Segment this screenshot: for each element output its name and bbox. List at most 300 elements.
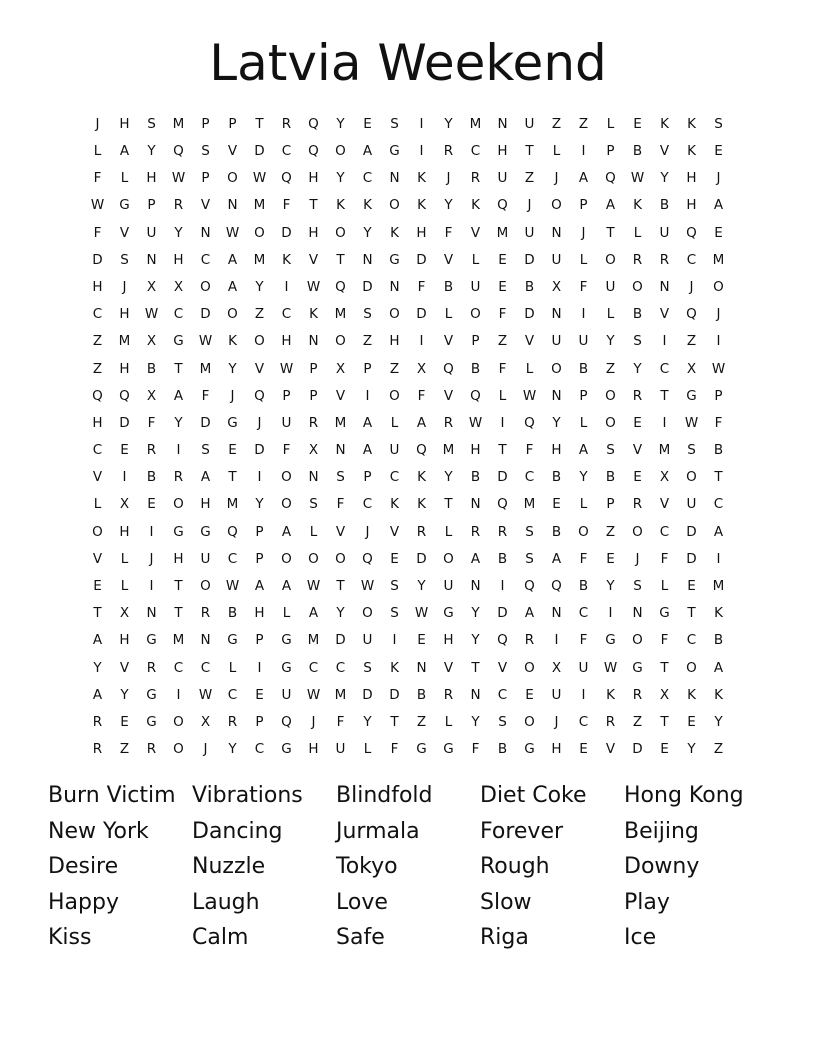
grid-letter[interactable]: D <box>362 278 373 295</box>
grid-letter[interactable]: P <box>228 115 237 132</box>
grid-letter[interactable]: U <box>524 115 535 132</box>
grid-letter[interactable]: O <box>254 224 265 241</box>
grid-letter[interactable]: G <box>605 632 616 649</box>
grid-letter[interactable]: Z <box>362 333 373 350</box>
grid-letter[interactable]: V <box>92 469 103 486</box>
grid-letter[interactable]: J <box>635 550 640 567</box>
grid-letter[interactable]: G <box>119 197 130 214</box>
grid-letter[interactable]: V <box>389 523 400 540</box>
grid-letter[interactable]: A <box>524 605 535 622</box>
grid-letter[interactable]: D <box>524 251 535 268</box>
grid-letter[interactable]: Z <box>119 741 130 758</box>
grid-letter[interactable]: U <box>200 550 211 567</box>
grid-letter[interactable]: C <box>659 523 670 540</box>
grid-letter[interactable]: R <box>92 713 103 730</box>
grid-letter[interactable]: T <box>687 605 696 622</box>
grid-letter[interactable]: N <box>308 469 319 486</box>
grid-letter[interactable]: Y <box>471 632 480 649</box>
grid-letter[interactable]: O <box>389 197 400 214</box>
grid-letter[interactable]: U <box>686 496 697 513</box>
grid-letter[interactable]: T <box>714 469 723 486</box>
grid-letter[interactable]: U <box>281 686 292 703</box>
grid-letter[interactable]: N <box>146 251 157 268</box>
grid-letter[interactable]: Q <box>254 387 265 404</box>
grid-letter[interactable]: A <box>578 442 589 459</box>
grid-letter[interactable]: C <box>92 306 103 323</box>
grid-letter[interactable]: R <box>605 713 616 730</box>
grid-letter[interactable]: O <box>632 632 643 649</box>
grid-letter[interactable]: Y <box>579 469 588 486</box>
grid-letter[interactable]: G <box>281 741 292 758</box>
grid-letter[interactable]: Z <box>605 360 616 377</box>
grid-letter[interactable]: O <box>605 251 616 268</box>
grid-letter[interactable]: F <box>417 387 426 404</box>
grid-letter[interactable]: T <box>228 469 237 486</box>
grid-letter[interactable]: S <box>390 605 399 622</box>
grid-letter[interactable]: G <box>389 143 400 160</box>
grid-letter[interactable]: M <box>172 632 185 649</box>
grid-letter[interactable]: C <box>578 605 589 622</box>
grid-letter[interactable]: G <box>146 686 157 703</box>
grid-letter[interactable]: L <box>444 523 453 540</box>
grid-letter[interactable]: C <box>470 143 481 160</box>
grid-letter[interactable]: O <box>443 550 454 567</box>
grid-letter[interactable]: E <box>714 224 723 241</box>
grid-letter[interactable]: H <box>308 170 319 187</box>
grid-letter[interactable]: K <box>417 170 426 187</box>
grid-letter[interactable]: E <box>417 632 426 649</box>
grid-letter[interactable]: L <box>228 659 237 676</box>
grid-letter[interactable]: V <box>335 523 346 540</box>
grid-letter[interactable]: H <box>119 523 130 540</box>
grid-letter[interactable]: Q <box>497 632 508 649</box>
grid-letter[interactable]: A <box>713 659 724 676</box>
grid-letter[interactable]: S <box>606 442 615 459</box>
grid-letter[interactable]: Y <box>228 741 237 758</box>
grid-letter[interactable]: O <box>254 333 265 350</box>
grid-letter[interactable]: Q <box>308 115 319 132</box>
grid-letter[interactable]: E <box>633 469 642 486</box>
grid-letter[interactable]: H <box>119 360 130 377</box>
grid-letter[interactable]: R <box>92 741 103 758</box>
grid-letter[interactable]: S <box>714 115 723 132</box>
grid-letter[interactable]: P <box>201 170 210 187</box>
grid-letter[interactable]: N <box>551 605 562 622</box>
grid-letter[interactable]: Y <box>174 414 183 431</box>
grid-letter[interactable]: O <box>227 306 238 323</box>
grid-letter[interactable]: S <box>336 469 345 486</box>
grid-letter[interactable]: I <box>716 550 721 567</box>
grid-letter[interactable]: Y <box>444 469 453 486</box>
grid-letter[interactable]: H <box>686 197 697 214</box>
grid-letter[interactable]: O <box>632 278 643 295</box>
grid-letter[interactable]: V <box>443 333 454 350</box>
grid-letter[interactable]: H <box>551 442 562 459</box>
grid-letter[interactable]: Q <box>92 387 103 404</box>
grid-letter[interactable]: Y <box>120 686 129 703</box>
grid-letter[interactable]: Q <box>470 387 481 404</box>
grid-letter[interactable]: B <box>227 605 238 622</box>
grid-letter[interactable]: K <box>687 686 696 703</box>
grid-letter[interactable]: P <box>363 360 372 377</box>
grid-letter[interactable]: C <box>362 496 373 513</box>
grid-letter[interactable]: X <box>551 659 562 676</box>
grid-letter[interactable]: P <box>255 550 264 567</box>
grid-letter[interactable]: V <box>335 387 346 404</box>
grid-letter[interactable]: C <box>686 632 697 649</box>
grid-letter[interactable]: H <box>686 170 697 187</box>
grid-letter[interactable]: Y <box>336 605 345 622</box>
grid-letter[interactable]: C <box>173 659 184 676</box>
grid-letter[interactable]: X <box>146 333 157 350</box>
grid-letter[interactable]: F <box>93 170 102 187</box>
grid-letter[interactable]: R <box>443 414 454 431</box>
grid-letter[interactable]: U <box>389 442 400 459</box>
grid-letter[interactable]: X <box>335 360 346 377</box>
grid-letter[interactable]: K <box>660 115 669 132</box>
grid-letter[interactable]: W <box>171 170 186 187</box>
grid-letter[interactable]: J <box>554 170 559 187</box>
grid-letter[interactable]: A <box>281 578 292 595</box>
grid-letter[interactable]: Y <box>255 496 264 513</box>
grid-letter[interactable]: F <box>579 632 588 649</box>
grid-letter[interactable]: C <box>389 469 400 486</box>
grid-letter[interactable]: W <box>252 170 267 187</box>
grid-letter[interactable]: F <box>282 197 291 214</box>
grid-letter[interactable]: S <box>309 496 318 513</box>
grid-letter[interactable]: M <box>118 333 131 350</box>
grid-letter[interactable]: Z <box>524 170 535 187</box>
grid-letter[interactable]: I <box>500 414 505 431</box>
grid-letter[interactable]: Q <box>119 387 130 404</box>
grid-letter[interactable]: R <box>281 115 292 132</box>
grid-letter[interactable]: J <box>149 550 154 567</box>
grid-letter[interactable]: N <box>416 659 427 676</box>
grid-letter[interactable]: I <box>284 278 289 295</box>
grid-letter[interactable]: B <box>146 360 157 377</box>
grid-letter[interactable]: H <box>146 170 157 187</box>
grid-letter[interactable]: I <box>392 632 397 649</box>
grid-letter[interactable]: B <box>632 143 643 160</box>
grid-letter[interactable]: B <box>470 360 481 377</box>
grid-letter[interactable]: K <box>417 197 426 214</box>
grid-letter[interactable]: E <box>93 578 102 595</box>
grid-letter[interactable]: N <box>551 224 562 241</box>
grid-letter[interactable]: Y <box>660 170 669 187</box>
grid-letter[interactable]: F <box>498 306 507 323</box>
grid-letter[interactable]: G <box>443 605 454 622</box>
grid-letter[interactable]: Y <box>147 143 156 160</box>
grid-letter[interactable]: G <box>443 741 454 758</box>
grid-letter[interactable]: Q <box>524 578 535 595</box>
grid-letter[interactable]: X <box>686 360 697 377</box>
grid-letter[interactable]: E <box>687 713 696 730</box>
grid-letter[interactable]: J <box>554 713 559 730</box>
grid-letter[interactable]: I <box>149 523 154 540</box>
grid-letter[interactable]: Y <box>552 414 561 431</box>
grid-letter[interactable]: O <box>524 659 535 676</box>
grid-letter[interactable]: T <box>309 197 318 214</box>
grid-letter[interactable]: E <box>714 143 723 160</box>
grid-letter[interactable]: A <box>578 170 589 187</box>
grid-letter[interactable]: L <box>309 523 318 540</box>
grid-letter[interactable]: O <box>173 741 184 758</box>
grid-letter[interactable]: O <box>227 170 238 187</box>
grid-letter[interactable]: N <box>470 578 481 595</box>
grid-letter[interactable]: L <box>93 496 102 513</box>
grid-letter[interactable]: X <box>173 278 184 295</box>
grid-letter[interactable]: L <box>120 550 129 567</box>
grid-letter[interactable]: Q <box>497 197 508 214</box>
grid-letter[interactable]: J <box>527 197 532 214</box>
grid-letter[interactable]: Y <box>228 360 237 377</box>
grid-letter[interactable]: K <box>633 197 642 214</box>
grid-letter[interactable]: O <box>686 469 697 486</box>
grid-letter[interactable]: A <box>227 278 238 295</box>
grid-letter[interactable]: X <box>146 278 157 295</box>
grid-letter[interactable]: P <box>255 523 264 540</box>
grid-letter[interactable]: B <box>416 686 427 703</box>
grid-letter[interactable]: L <box>606 115 615 132</box>
grid-letter[interactable]: B <box>632 306 643 323</box>
grid-letter[interactable]: A <box>362 143 373 160</box>
grid-letter[interactable]: T <box>498 442 507 459</box>
grid-letter[interactable]: M <box>334 414 347 431</box>
grid-letter[interactable]: Z <box>254 306 265 323</box>
grid-letter[interactable]: C <box>308 659 319 676</box>
grid-letter[interactable]: L <box>120 578 129 595</box>
grid-letter[interactable]: O <box>335 224 346 241</box>
grid-letter[interactable]: F <box>417 278 426 295</box>
grid-letter[interactable]: G <box>416 741 427 758</box>
grid-letter[interactable]: W <box>522 387 537 404</box>
grid-letter[interactable]: A <box>173 387 184 404</box>
grid-letter[interactable]: O <box>335 550 346 567</box>
grid-letter[interactable]: E <box>633 115 642 132</box>
grid-letter[interactable]: M <box>442 442 455 459</box>
grid-letter[interactable]: Z <box>497 333 508 350</box>
grid-letter[interactable]: F <box>525 442 534 459</box>
grid-letter[interactable]: T <box>660 659 669 676</box>
grid-letter[interactable]: I <box>419 143 424 160</box>
grid-letter[interactable]: I <box>716 333 721 350</box>
grid-letter[interactable]: L <box>606 306 615 323</box>
grid-letter[interactable]: Y <box>363 224 372 241</box>
grid-letter[interactable]: C <box>578 713 589 730</box>
grid-letter[interactable]: S <box>201 143 210 160</box>
grid-letter[interactable]: T <box>660 387 669 404</box>
grid-letter[interactable]: E <box>147 496 156 513</box>
grid-letter[interactable]: U <box>551 251 562 268</box>
grid-letter[interactable]: Z <box>632 713 643 730</box>
grid-letter[interactable]: U <box>578 333 589 350</box>
grid-letter[interactable]: P <box>309 360 318 377</box>
grid-letter[interactable]: F <box>147 414 156 431</box>
grid-letter[interactable]: W <box>225 224 240 241</box>
grid-letter[interactable]: W <box>279 360 294 377</box>
grid-letter[interactable]: P <box>147 197 156 214</box>
grid-letter[interactable]: U <box>524 224 535 241</box>
grid-letter[interactable]: J <box>311 713 316 730</box>
grid-letter[interactable]: O <box>713 278 724 295</box>
grid-letter[interactable]: O <box>389 387 400 404</box>
letter-grid[interactable] <box>84 111 732 764</box>
grid-letter[interactable]: I <box>581 686 586 703</box>
grid-letter[interactable]: F <box>660 632 669 649</box>
grid-letter[interactable]: J <box>230 387 235 404</box>
grid-letter[interactable]: O <box>578 523 589 540</box>
grid-letter[interactable]: K <box>390 659 399 676</box>
grid-letter[interactable]: N <box>335 442 346 459</box>
grid-letter[interactable]: J <box>122 278 127 295</box>
grid-letter[interactable]: A <box>281 523 292 540</box>
grid-letter[interactable]: T <box>336 251 345 268</box>
grid-letter[interactable]: G <box>659 605 670 622</box>
grid-letter[interactable]: F <box>579 278 588 295</box>
grid-letter[interactable]: R <box>632 496 643 513</box>
grid-letter[interactable]: J <box>365 523 370 540</box>
grid-letter[interactable]: M <box>658 442 671 459</box>
grid-letter[interactable]: D <box>119 414 130 431</box>
grid-letter[interactable]: F <box>336 713 345 730</box>
grid-letter[interactable]: E <box>579 741 588 758</box>
grid-letter[interactable]: N <box>227 197 238 214</box>
grid-letter[interactable]: D <box>632 741 643 758</box>
grid-letter[interactable]: Q <box>308 143 319 160</box>
grid-letter[interactable]: E <box>687 578 696 595</box>
grid-letter[interactable]: L <box>525 360 534 377</box>
grid-letter[interactable]: H <box>470 442 481 459</box>
grid-letter[interactable]: I <box>554 632 559 649</box>
grid-letter[interactable]: C <box>713 496 724 513</box>
grid-letter[interactable]: Y <box>471 605 480 622</box>
grid-letter[interactable]: H <box>200 496 211 513</box>
grid-letter[interactable]: Q <box>605 170 616 187</box>
grid-letter[interactable]: C <box>200 251 211 268</box>
grid-letter[interactable]: F <box>498 360 507 377</box>
grid-letter[interactable]: D <box>254 442 265 459</box>
grid-letter[interactable]: L <box>498 387 507 404</box>
grid-letter[interactable]: A <box>713 197 724 214</box>
grid-letter[interactable]: I <box>419 333 424 350</box>
grid-letter[interactable]: P <box>579 387 588 404</box>
grid-letter[interactable]: V <box>659 143 670 160</box>
grid-letter[interactable]: K <box>714 605 723 622</box>
grid-letter[interactable]: S <box>525 523 534 540</box>
grid-letter[interactable]: O <box>605 387 616 404</box>
grid-letter[interactable]: E <box>228 442 237 459</box>
grid-letter[interactable]: O <box>173 713 184 730</box>
grid-letter[interactable]: J <box>95 115 100 132</box>
grid-letter[interactable]: E <box>120 442 129 459</box>
grid-letter[interactable]: I <box>419 115 424 132</box>
grid-letter[interactable]: C <box>227 550 238 567</box>
grid-letter[interactable]: N <box>659 278 670 295</box>
grid-letter[interactable]: T <box>174 360 183 377</box>
grid-letter[interactable]: V <box>443 387 454 404</box>
grid-letter[interactable]: D <box>200 414 211 431</box>
grid-letter[interactable]: Y <box>633 360 642 377</box>
grid-letter[interactable]: B <box>470 469 481 486</box>
grid-letter[interactable]: N <box>470 496 481 513</box>
grid-letter[interactable]: K <box>282 251 291 268</box>
grid-letter[interactable]: A <box>200 469 211 486</box>
grid-letter[interactable]: N <box>200 224 211 241</box>
grid-letter[interactable]: K <box>390 224 399 241</box>
grid-letter[interactable]: B <box>713 632 724 649</box>
grid-letter[interactable]: O <box>335 333 346 350</box>
grid-letter[interactable]: V <box>443 251 454 268</box>
grid-letter[interactable]: A <box>362 442 373 459</box>
grid-letter[interactable]: J <box>716 170 721 187</box>
grid-letter[interactable]: T <box>606 224 615 241</box>
grid-letter[interactable]: Q <box>335 278 346 295</box>
grid-letter[interactable]: T <box>525 143 534 160</box>
grid-letter[interactable]: R <box>632 686 643 703</box>
grid-letter[interactable]: D <box>416 251 427 268</box>
grid-letter[interactable]: K <box>417 469 426 486</box>
grid-letter[interactable]: H <box>92 278 103 295</box>
grid-letter[interactable]: Q <box>497 496 508 513</box>
grid-letter[interactable]: P <box>201 115 210 132</box>
grid-letter[interactable]: I <box>176 442 181 459</box>
grid-letter[interactable]: L <box>579 496 588 513</box>
grid-letter[interactable]: W <box>306 578 321 595</box>
grid-letter[interactable]: K <box>606 686 615 703</box>
grid-letter[interactable]: V <box>470 224 481 241</box>
grid-letter[interactable]: W <box>630 170 645 187</box>
grid-letter[interactable]: W <box>198 333 213 350</box>
grid-letter[interactable]: O <box>524 713 535 730</box>
grid-letter[interactable]: A <box>227 251 238 268</box>
grid-letter[interactable]: S <box>363 306 372 323</box>
grid-letter[interactable]: M <box>307 632 320 649</box>
grid-letter[interactable]: Q <box>686 306 697 323</box>
grid-letter[interactable]: S <box>147 115 156 132</box>
grid-letter[interactable]: D <box>416 306 427 323</box>
grid-letter[interactable]: M <box>712 578 725 595</box>
grid-letter[interactable]: Y <box>336 170 345 187</box>
grid-letter[interactable]: S <box>525 550 534 567</box>
grid-letter[interactable]: P <box>714 387 723 404</box>
grid-letter[interactable]: I <box>257 469 262 486</box>
grid-letter[interactable]: H <box>551 741 562 758</box>
grid-letter[interactable]: P <box>606 143 615 160</box>
grid-letter[interactable]: B <box>578 578 589 595</box>
grid-letter[interactable]: J <box>446 170 451 187</box>
grid-letter[interactable]: H <box>497 143 508 160</box>
grid-letter[interactable]: Y <box>174 224 183 241</box>
grid-letter[interactable]: G <box>389 251 400 268</box>
grid-letter[interactable]: V <box>254 360 265 377</box>
grid-letter[interactable]: O <box>173 496 184 513</box>
grid-letter[interactable]: T <box>390 713 399 730</box>
grid-letter[interactable]: R <box>632 251 643 268</box>
grid-letter[interactable]: A <box>416 414 427 431</box>
grid-letter[interactable]: N <box>200 632 211 649</box>
grid-letter[interactable]: B <box>443 278 454 295</box>
grid-letter[interactable]: Q <box>362 550 373 567</box>
grid-letter[interactable]: F <box>93 224 102 241</box>
grid-letter[interactable]: O <box>281 496 292 513</box>
grid-letter[interactable]: T <box>174 605 183 622</box>
grid-letter[interactable]: T <box>93 605 102 622</box>
grid-letter[interactable]: O <box>470 306 481 323</box>
grid-letter[interactable]: B <box>551 523 562 540</box>
grid-letter[interactable]: Y <box>444 197 453 214</box>
grid-letter[interactable]: T <box>471 659 480 676</box>
grid-letter[interactable]: K <box>471 197 480 214</box>
